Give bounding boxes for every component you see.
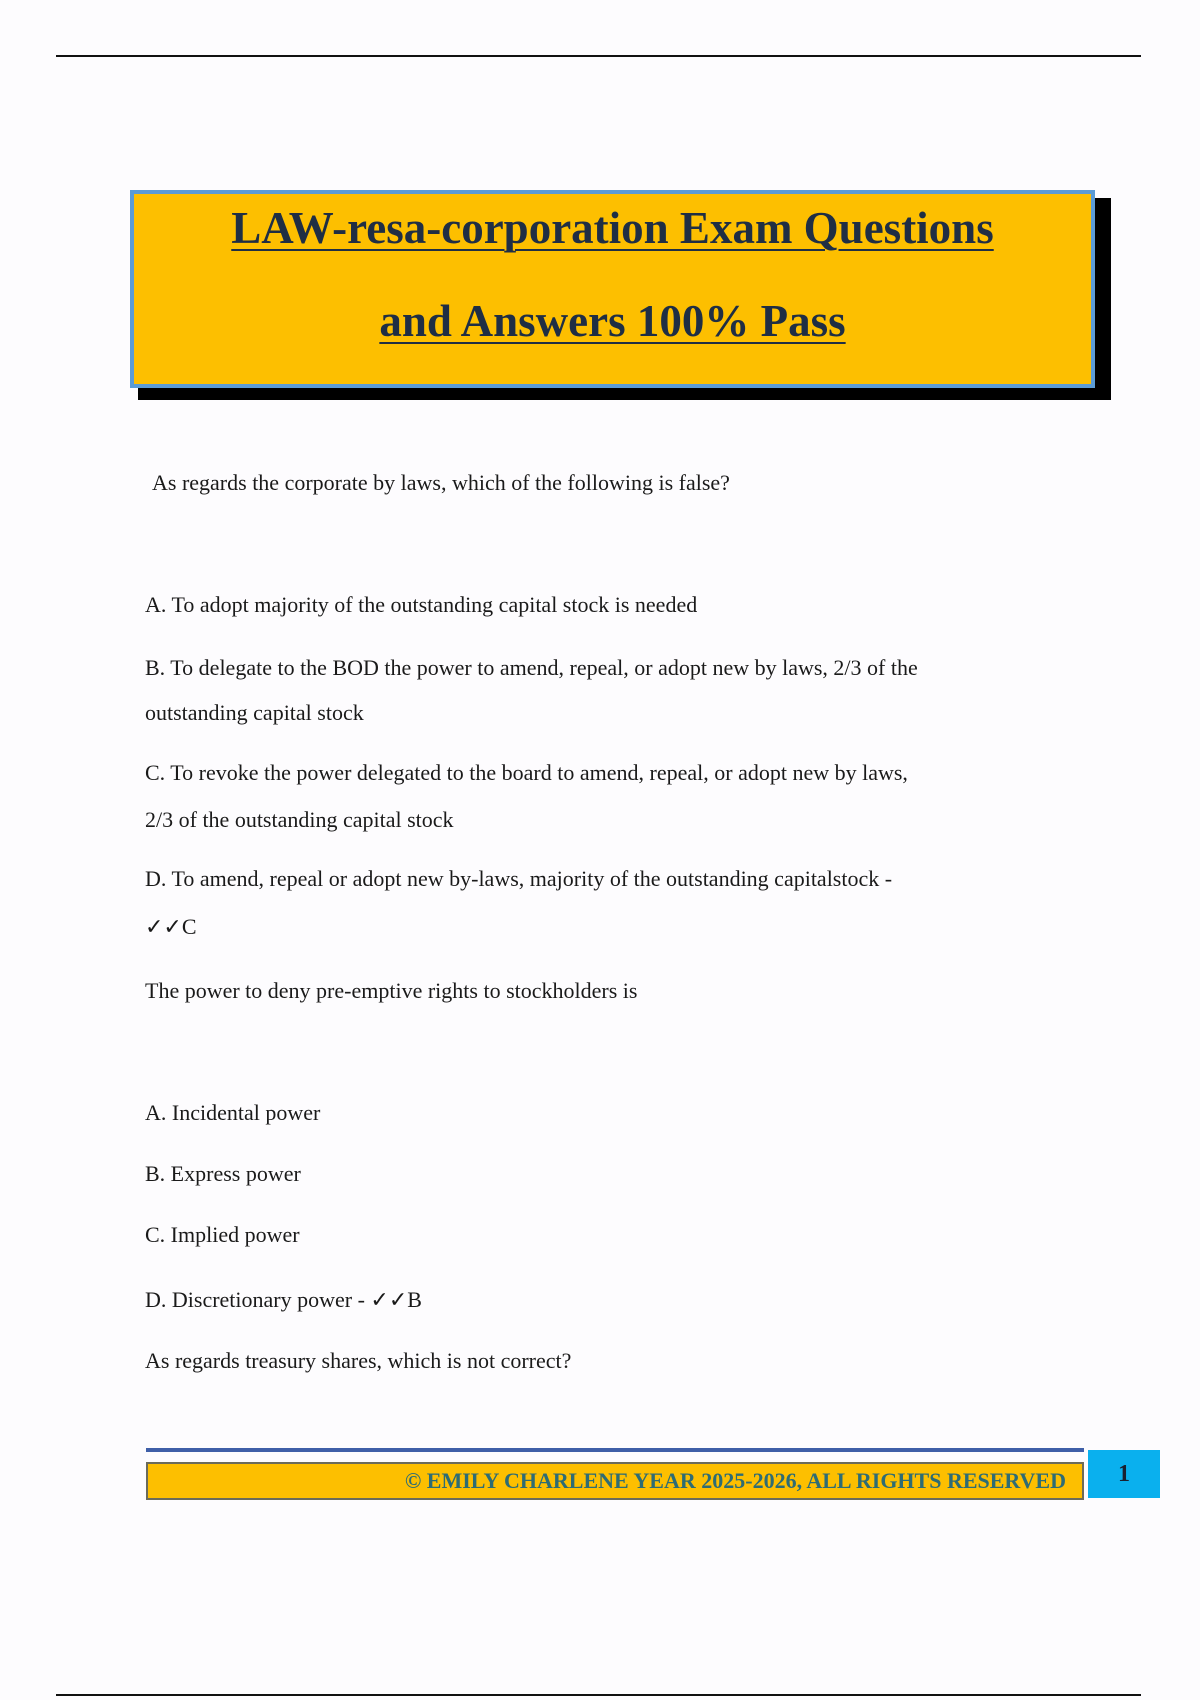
footer-copyright: © EMILY CHARLENE YEAR 2025-2026, ALL RIGHTS RESERVED [146, 1462, 1084, 1500]
page-number: 1 [1088, 1450, 1160, 1498]
answer-1: ✓✓C [145, 914, 197, 939]
title-banner [130, 190, 1095, 388]
option-2d: D. Discretionary power - ✓✓B [145, 1287, 422, 1312]
option-1a: A. To adopt majority of the outstanding capital stock is needed [145, 592, 698, 617]
option-1b-cont: outstanding capital stock [145, 700, 364, 725]
option-1b: B. To delegate to the BOD the power to amend, repeal, or adopt new by laws, 2/3 of the [145, 655, 918, 680]
header-rule [56, 55, 1141, 57]
option-2c: C. Implied power [145, 1222, 300, 1247]
question-3: As regards treasury shares, which is not correct? [145, 1348, 572, 1373]
title-line-1: LAW-resa-corporation Exam Questions [231, 203, 994, 253]
option-1d: D. To amend, repeal or adopt new by-laws, majority of the outstanding capitalstock - [145, 866, 893, 891]
question-2: The power to deny pre-emptive rights to stockholders is [145, 978, 638, 1003]
question-1: As regards the corporate by laws, which of the following is false? [152, 470, 730, 495]
footer-rule [146, 1448, 1084, 1452]
option-1c: C. To revoke the power delegated to the board to amend, repeal, or adopt new by laws, [145, 760, 908, 785]
option-2a: A. Incidental power [145, 1100, 321, 1125]
title-line-2: and Answers 100% Pass [379, 296, 846, 346]
option-2b: B. Express power [145, 1161, 301, 1186]
option-1c-cont: 2/3 of the outstanding capital stock [145, 807, 454, 832]
bottom-rule [56, 1694, 1141, 1696]
